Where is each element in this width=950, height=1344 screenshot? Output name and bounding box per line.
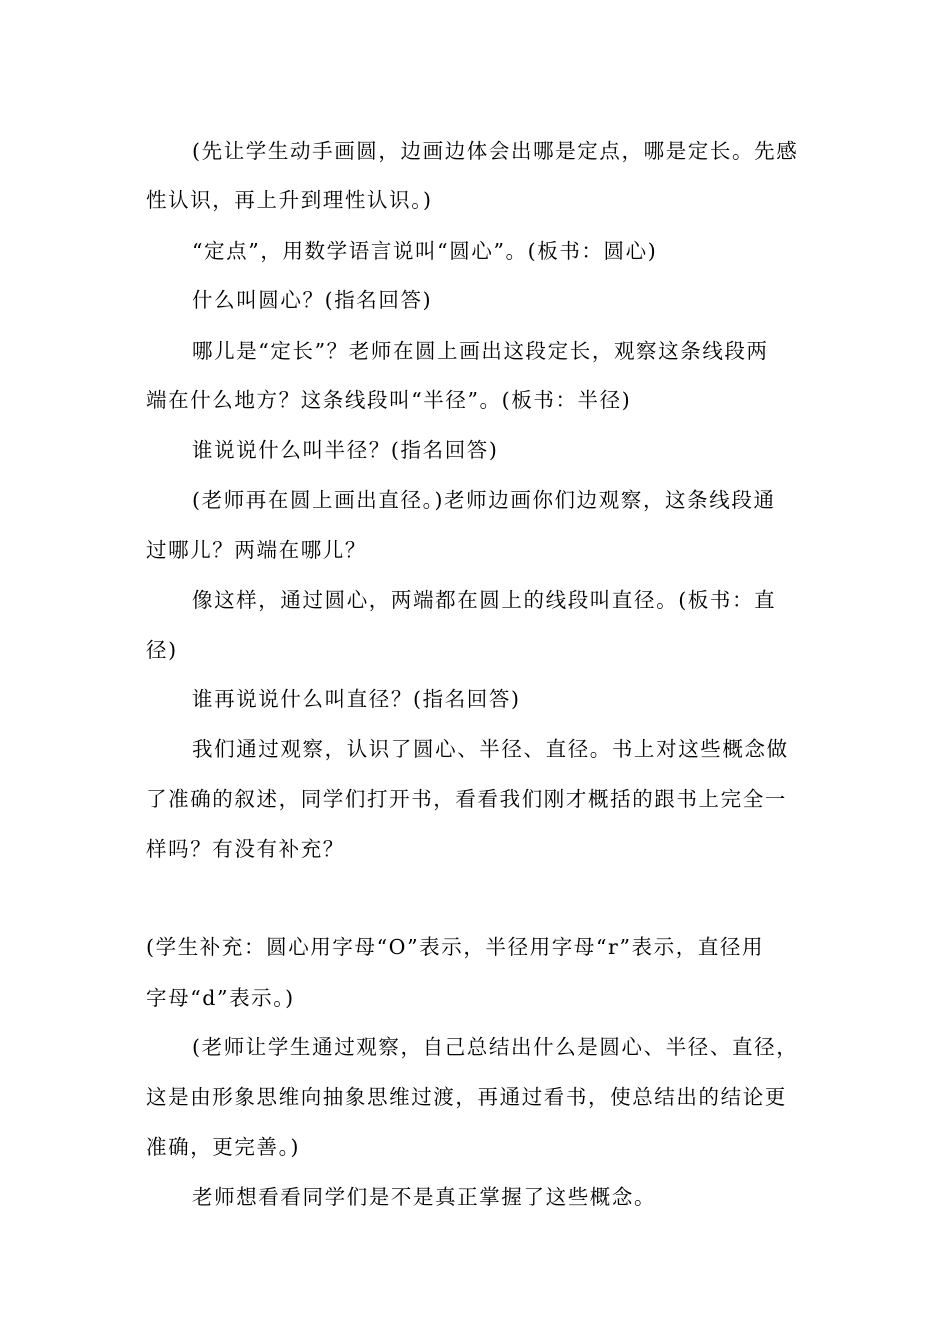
text-line: 过哪儿？两端在哪儿？ [146,538,367,562]
text-line: (老师再在圆上画出直径。)老师边画你们边观察，这条线段通 [192,488,776,512]
text-line: (老师让学生通过观察，自己总结出什么是圆心、半径、直径， [192,1035,799,1059]
text-line: 谁再说说什么叫直径？(指名回答) [192,687,521,711]
text-line: (学生补充：圆心用字母“O”表示，半径用字母“r”表示，直径用 [146,935,765,959]
text-line: 准确，更完善。) [146,1135,301,1159]
text-line: 我们通过观察，认识了圆心、半径、直径。书上对这些概念做 [192,737,789,761]
text-line: 哪儿是“定长”？老师在圆上画出这段定长，观察这条线段两 [192,339,769,363]
text-line: 这是由形象思维向抽象思维过渡，再通过看书，使总结出的结论更 [146,1085,787,1109]
text-line: 样吗？有没有补充？ [146,837,345,861]
text-line: 性认识，再上升到理性认识。) [146,188,433,212]
text-line: 什么叫圆心？(指名回答) [192,288,433,312]
text-line: 谁说说什么叫半径？(指名回答) [192,438,499,462]
text-line: (先让学生动手画圆，边画边体会出哪是定点，哪是定长。先感 [192,139,799,163]
text-line: 老师想看看同学们是不是真正掌握了这些概念。 [192,1185,657,1209]
text-line: 径) [146,638,178,662]
text-line: 端在什么地方？这条线段叫“半径”。(板书：半径) [146,388,632,412]
text-line: 字母“d”表示。) [146,986,295,1010]
text-line: “定点”，用数学语言说叫“圆心”。(板书：圆心) [192,239,658,263]
text-line: 像这样，通过圆心，两端都在圆上的线段叫直径。(板书：直 [192,588,777,612]
text-line: 了准确的叙述，同学们打开书，看看我们刚才概括的跟书上完全一 [146,787,787,811]
